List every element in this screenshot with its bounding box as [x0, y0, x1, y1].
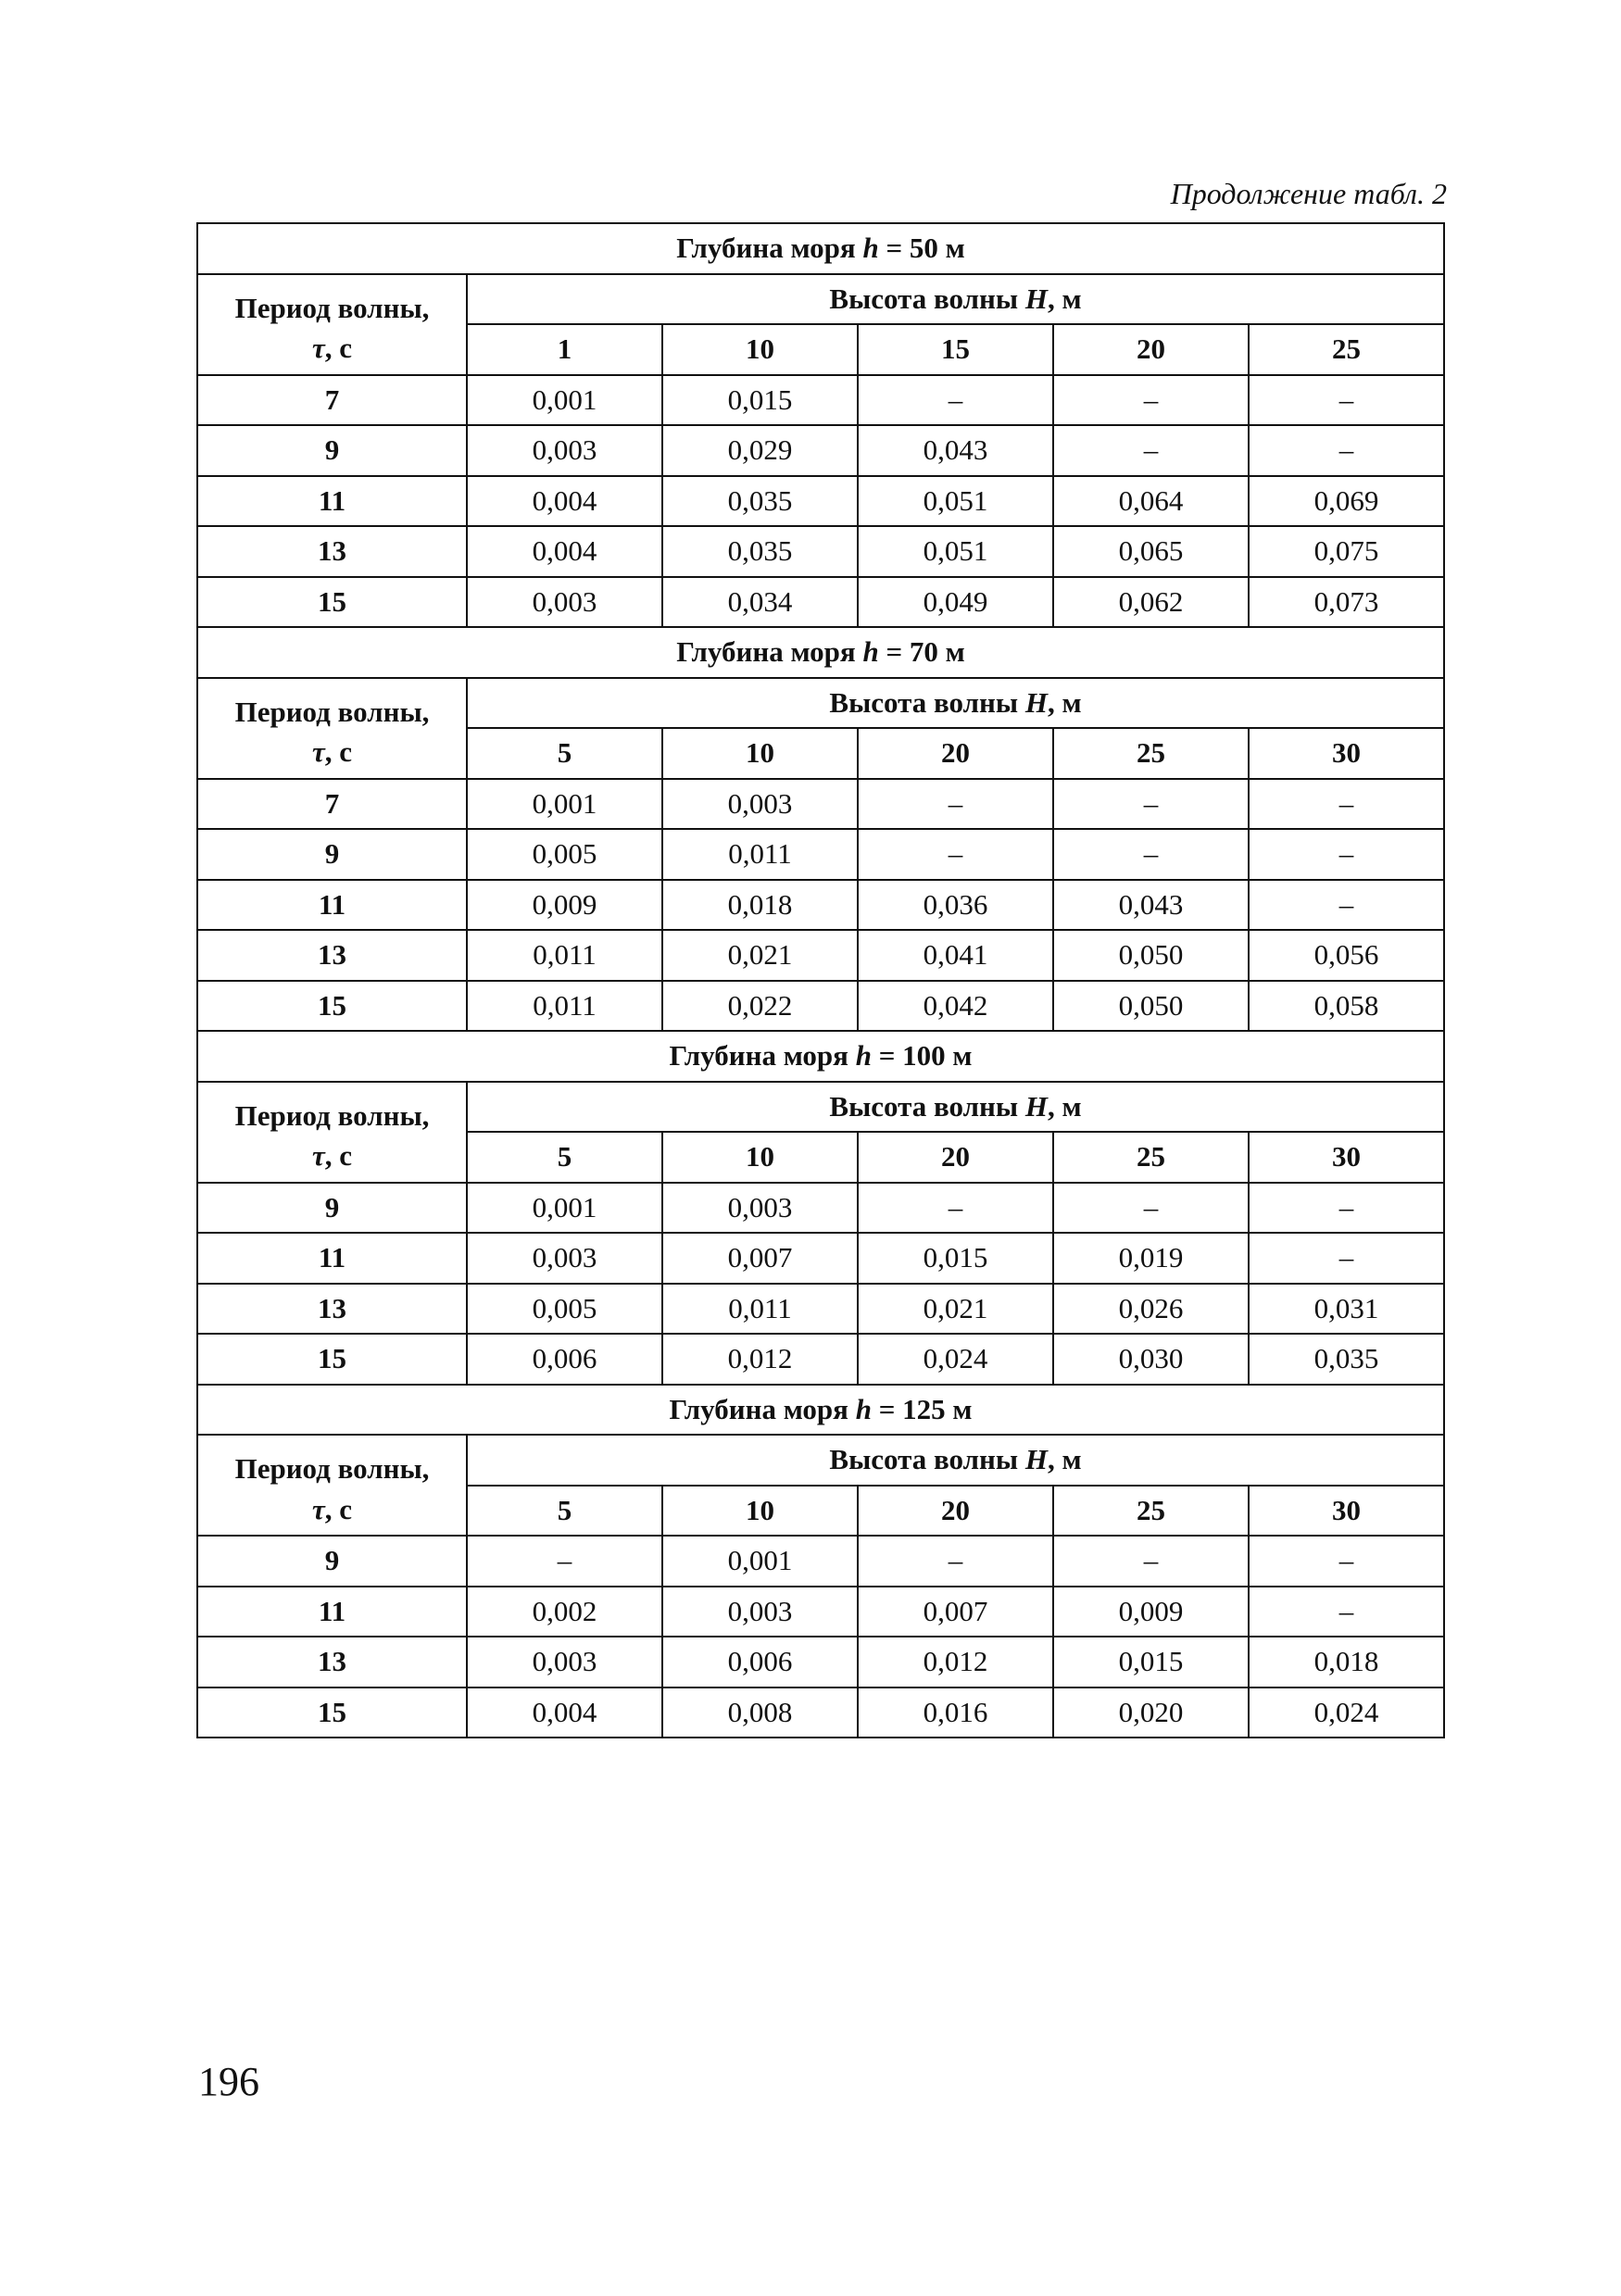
value-cell: 0,075 [1249, 526, 1444, 577]
column-header-row [197, 1082, 1444, 1133]
value-cell: 0,003 [662, 779, 858, 830]
value-cell: 0,001 [467, 375, 662, 426]
table-row [197, 1183, 1444, 1234]
value-cell: 0,011 [662, 1284, 858, 1335]
depth-header-row [197, 223, 1444, 274]
value-cell: 0,051 [858, 476, 1053, 527]
value-cell: – [858, 375, 1053, 426]
depth-prefix: Глубина моря [676, 232, 863, 265]
period-header [197, 678, 467, 779]
height-prefix: Высота волны [829, 282, 1025, 315]
value-cell: 0,003 [467, 1637, 662, 1687]
wave-height-header [467, 1435, 1444, 1486]
period-cell: 7 [197, 779, 467, 830]
value-cell: 0,035 [1249, 1334, 1444, 1385]
value-cell: 0,002 [467, 1587, 662, 1637]
depth-symbol: h [862, 232, 879, 265]
value-cell: – [1053, 425, 1249, 476]
height-value: 25 [1249, 324, 1444, 375]
value-cell: 0,007 [662, 1233, 858, 1284]
period-label: Период волны, [234, 1098, 430, 1132]
period-cell: 15 [197, 981, 467, 1032]
height-value: 15 [858, 324, 1053, 375]
value-cell: 0,012 [858, 1637, 1053, 1687]
page-number: 196 [198, 2059, 259, 2104]
height-value: 20 [858, 728, 1053, 779]
height-value: 30 [1249, 1132, 1444, 1183]
height-symbol: H [1024, 1089, 1048, 1123]
value-cell: 0,006 [467, 1334, 662, 1385]
period-unit-line [198, 1493, 466, 1526]
period-cell: 15 [197, 1687, 467, 1738]
table-row [197, 779, 1444, 830]
period-header [197, 1435, 467, 1536]
value-cell: 0,001 [662, 1536, 858, 1587]
height-value: 20 [858, 1132, 1053, 1183]
table-row [197, 476, 1444, 527]
value-cell: 0,035 [662, 526, 858, 577]
value-cell: 0,042 [858, 981, 1053, 1032]
value-cell: 0,006 [662, 1637, 858, 1687]
value-cell: 0,043 [858, 425, 1053, 476]
table-row [197, 526, 1444, 577]
period-unit: , с [324, 1139, 353, 1173]
period-unit-line [198, 332, 466, 365]
value-cell: – [1053, 1536, 1249, 1587]
value-cell: 0,018 [662, 880, 858, 931]
value-cell: 0,031 [1249, 1284, 1444, 1335]
value-cell: 0,051 [858, 526, 1053, 577]
value-cell: 0,005 [467, 1284, 662, 1335]
value-cell: 0,020 [1053, 1687, 1249, 1738]
value-cell: – [1053, 829, 1249, 880]
period-cell: 13 [197, 930, 467, 981]
depth-header-row [197, 1385, 1444, 1436]
period-cell: 11 [197, 476, 467, 527]
height-symbol: H [1024, 1443, 1048, 1476]
table-row [197, 1536, 1444, 1587]
period-symbol: τ [311, 1492, 325, 1525]
value-cell: 0,016 [858, 1687, 1053, 1738]
value-cell: – [1249, 779, 1444, 830]
wave-data-table [196, 222, 1445, 1738]
wave-height-header [467, 1082, 1444, 1133]
depth-prefix: Глубина моря [676, 635, 863, 669]
depth-value: = 125 м [871, 1392, 973, 1425]
height-value: 20 [1053, 324, 1249, 375]
height-value: 5 [467, 1486, 662, 1537]
period-cell: 11 [197, 1233, 467, 1284]
value-cell: – [1053, 1183, 1249, 1234]
value-cell: 0,024 [1249, 1687, 1444, 1738]
value-cell: – [467, 1536, 662, 1587]
value-cell: 0,043 [1053, 880, 1249, 931]
height-value: 20 [858, 1486, 1053, 1537]
height-value: 25 [1053, 1132, 1249, 1183]
value-cell: – [1249, 829, 1444, 880]
period-label: Период волны, [234, 695, 430, 728]
period-cell: 13 [197, 526, 467, 577]
value-cell: 0,009 [467, 880, 662, 931]
value-cell: – [1249, 1233, 1444, 1284]
value-cell: – [858, 829, 1053, 880]
depth-header [197, 1031, 1444, 1082]
depth-prefix: Глубина моря [669, 1392, 856, 1425]
height-value: 25 [1053, 728, 1249, 779]
value-cell: 0,008 [662, 1687, 858, 1738]
value-cell: 0,021 [858, 1284, 1053, 1335]
depth-header [197, 223, 1444, 274]
period-header [197, 1082, 467, 1183]
value-cell: 0,011 [467, 981, 662, 1032]
value-cell: – [858, 779, 1053, 830]
table-row [197, 577, 1444, 628]
period-cell: 11 [197, 880, 467, 931]
height-value: 1 [467, 324, 662, 375]
height-value: 25 [1053, 1486, 1249, 1537]
table-row [197, 1687, 1444, 1738]
value-cell: 0,003 [467, 577, 662, 628]
value-cell: 0,001 [467, 1183, 662, 1234]
value-cell: – [858, 1536, 1053, 1587]
height-value: 5 [467, 1132, 662, 1183]
value-cell: 0,022 [662, 981, 858, 1032]
depth-value: = 100 м [871, 1039, 973, 1073]
value-cell: 0,011 [662, 829, 858, 880]
value-cell: – [1249, 1536, 1444, 1587]
wave-height-header [467, 678, 1444, 729]
height-value: 30 [1249, 728, 1444, 779]
value-cell: – [1249, 375, 1444, 426]
value-cell: 0,011 [467, 930, 662, 981]
column-header-row [197, 678, 1444, 729]
value-cell: – [1053, 375, 1249, 426]
value-cell: 0,019 [1053, 1233, 1249, 1284]
value-cell: 0,003 [467, 425, 662, 476]
value-cell: 0,065 [1053, 526, 1249, 577]
value-cell: 0,003 [467, 1233, 662, 1284]
height-prefix: Высота волны [829, 685, 1025, 719]
value-cell: 0,004 [467, 1687, 662, 1738]
period-cell: 7 [197, 375, 467, 426]
value-cell: 0,004 [467, 526, 662, 577]
value-cell: – [1249, 425, 1444, 476]
period-symbol: τ [311, 1139, 325, 1173]
period-unit: , с [324, 332, 353, 365]
table-row [197, 1233, 1444, 1284]
period-header [197, 274, 467, 375]
height-value: 10 [662, 728, 858, 779]
table-row [197, 930, 1444, 981]
value-cell: 0,012 [662, 1334, 858, 1385]
period-cell: 13 [197, 1284, 467, 1335]
value-cell: 0,036 [858, 880, 1053, 931]
height-value: 10 [662, 324, 858, 375]
value-cell: 0,015 [858, 1233, 1053, 1284]
value-cell: 0,004 [467, 476, 662, 527]
table-row [197, 829, 1444, 880]
depth-prefix: Глубина моря [669, 1039, 856, 1073]
value-cell: 0,003 [662, 1587, 858, 1637]
wave-height-header [467, 274, 1444, 325]
depth-value: = 70 м [878, 635, 965, 669]
value-cell: 0,003 [662, 1183, 858, 1234]
period-unit: , с [324, 735, 353, 769]
table-row [197, 1334, 1444, 1385]
value-cell: 0,035 [662, 476, 858, 527]
table-row [197, 1637, 1444, 1687]
value-cell: 0,069 [1249, 476, 1444, 527]
value-cell: 0,021 [662, 930, 858, 981]
depth-header [197, 1385, 1444, 1436]
height-value: 30 [1249, 1486, 1444, 1537]
period-cell: 9 [197, 1183, 467, 1234]
period-label: Период волны, [234, 1452, 430, 1485]
value-cell: 0,073 [1249, 577, 1444, 628]
column-header-row [197, 274, 1444, 325]
table-row [197, 880, 1444, 931]
value-cell: – [1249, 1587, 1444, 1637]
value-cell: 0,041 [858, 930, 1053, 981]
period-unit-line [198, 1139, 466, 1173]
depth-symbol: h [855, 1392, 872, 1425]
period-unit: , с [324, 1492, 353, 1525]
value-cell: 0,062 [1053, 577, 1249, 628]
height-value: 10 [662, 1132, 858, 1183]
depth-symbol: h [862, 635, 879, 669]
value-cell: 0,050 [1053, 930, 1249, 981]
value-cell: – [1249, 880, 1444, 931]
value-cell: 0,034 [662, 577, 858, 628]
period-symbol: τ [311, 735, 325, 769]
table-row [197, 981, 1444, 1032]
depth-header [197, 627, 1444, 678]
table-row [197, 375, 1444, 426]
height-unit: , м [1047, 282, 1082, 315]
value-cell: 0,018 [1249, 1637, 1444, 1687]
table-row [197, 425, 1444, 476]
value-cell: 0,005 [467, 829, 662, 880]
height-symbol: H [1024, 282, 1048, 315]
value-cell: 0,024 [858, 1334, 1053, 1385]
value-cell: 0,049 [858, 577, 1053, 628]
height-value: 10 [662, 1486, 858, 1537]
value-cell: – [1249, 1183, 1444, 1234]
value-cell: – [858, 1183, 1053, 1234]
height-prefix: Высота волны [829, 1089, 1025, 1123]
period-cell: 9 [197, 425, 467, 476]
table-row [197, 1587, 1444, 1637]
depth-header-row [197, 627, 1444, 678]
period-label: Период волны, [234, 291, 430, 324]
period-cell: 15 [197, 1334, 467, 1385]
value-cell: 0,015 [1053, 1637, 1249, 1687]
value-cell: 0,058 [1249, 981, 1444, 1032]
value-cell: 0,007 [858, 1587, 1053, 1637]
value-cell: 0,009 [1053, 1587, 1249, 1637]
depth-value: = 50 м [878, 232, 965, 265]
period-cell: 11 [197, 1587, 467, 1637]
value-cell: 0,001 [467, 779, 662, 830]
value-cell: 0,026 [1053, 1284, 1249, 1335]
table-row [197, 1284, 1444, 1335]
value-cell: 0,029 [662, 425, 858, 476]
height-unit: , м [1047, 1443, 1082, 1476]
height-symbol: H [1024, 685, 1048, 719]
height-unit: , м [1047, 685, 1082, 719]
value-cell: 0,030 [1053, 1334, 1249, 1385]
value-cell: 0,015 [662, 375, 858, 426]
period-cell: 13 [197, 1637, 467, 1687]
column-header-row [197, 1435, 1444, 1486]
depth-header-row [197, 1031, 1444, 1082]
table-caption: Продолжение табл. 2 [1170, 177, 1447, 210]
value-cell: – [1053, 779, 1249, 830]
value-cell: 0,056 [1249, 930, 1444, 981]
height-unit: , м [1047, 1089, 1082, 1123]
period-symbol: τ [311, 332, 325, 365]
value-cell: 0,050 [1053, 981, 1249, 1032]
height-value: 5 [467, 728, 662, 779]
period-unit-line [198, 735, 466, 769]
period-cell: 15 [197, 577, 467, 628]
period-cell: 9 [197, 1536, 467, 1587]
value-cell: 0,064 [1053, 476, 1249, 527]
period-cell: 9 [197, 829, 467, 880]
height-prefix: Высота волны [829, 1443, 1025, 1476]
depth-symbol: h [855, 1039, 872, 1073]
